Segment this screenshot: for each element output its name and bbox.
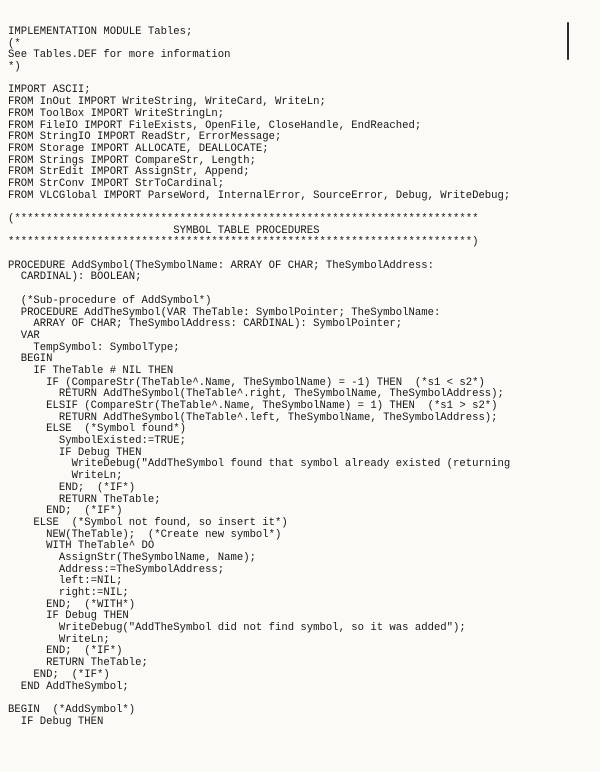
code-line: ARRAY OF CHAR; TheSymbolAddress: CARDINAL): SymbolPointer; bbox=[8, 318, 403, 331]
code-line: WriteDebug("AddTheSymbol found that symbol already existed (returning bbox=[8, 458, 511, 471]
code-line: PROCEDURE AddTheSymbol(VAR TheTable: SymbolPointer; TheSymbolName: bbox=[8, 306, 441, 319]
code-line: RETURN TheTable; bbox=[8, 493, 161, 506]
code-line: VAR bbox=[8, 329, 40, 342]
code-line: IMPORT ASCII; bbox=[8, 84, 91, 97]
code-line: AssignStr(TheSymbolName, Name); bbox=[8, 551, 256, 564]
code-line: SymbolExisted:=TRUE; bbox=[8, 435, 187, 448]
code-line: FROM ToolBox IMPORT WriteStringLn; bbox=[8, 107, 225, 120]
code-line: ELSIF (CompareStr(TheTable^.Name, TheSymbolName) = 1) THEN (*s1 > s2*) bbox=[8, 400, 498, 412]
code-line: ELSE (*Symbol found*) bbox=[8, 423, 187, 436]
code-line: IF TheTable # NIL THEN bbox=[8, 364, 174, 377]
code-line: PROCEDURE AddSymbol(TheSymbolName: ARRAY OF CHAR; TheSymbolAddress: bbox=[8, 259, 434, 272]
code-line: WriteDebug("AddTheSymbol did not find symbol, so it was added"); bbox=[8, 622, 466, 635]
code-line: WITH TheTable^ DO bbox=[8, 540, 155, 553]
code-line: Address:=TheSymbolAddress; bbox=[8, 563, 225, 576]
code-line: END; (*IF*) bbox=[8, 645, 123, 658]
code-line: RETURN AddTheSymbol(TheTable^.right, TheSymbolName, TheSymbolAddress); bbox=[8, 388, 504, 401]
page-edge-mark bbox=[567, 22, 569, 60]
code-line: CARDINAL): BOOLEAN; bbox=[8, 271, 142, 284]
code-line: FROM StrEdit IMPORT AssignStr, Append; bbox=[8, 166, 250, 179]
code-line: IF Debug THEN bbox=[8, 610, 129, 623]
code-line: END; (*IF*) bbox=[8, 668, 110, 681]
code-line: END; (*IF*) bbox=[8, 505, 123, 518]
code-line: *************************************************************************) bbox=[8, 236, 479, 249]
code-line: See Tables.DEF for more information bbox=[8, 49, 231, 62]
source-code-listing bbox=[8, 27, 510, 728]
code-line: IF Debug THEN bbox=[8, 715, 104, 728]
code-line: (*Sub-procedure of AddSymbol*) bbox=[8, 294, 212, 307]
code-line: IF (CompareStr(TheTable^.Name, TheSymbolName) = -1) THEN (*s1 < s2*) bbox=[8, 376, 485, 389]
code-line: FROM VLCGlobal IMPORT ParseWord, InternalError, SourceError, Debug, WriteDebug; bbox=[8, 189, 511, 202]
code-line: TempSymbol: SymbolType; bbox=[8, 341, 180, 354]
code-line: END; (*IF*) bbox=[8, 481, 136, 494]
code-line: right:=NIL; bbox=[8, 587, 129, 599]
code-line: (************************************************************************* bbox=[8, 213, 479, 225]
code-line: (* bbox=[8, 37, 21, 50]
code-line: IF Debug THEN bbox=[8, 446, 142, 459]
code-line: WriteLn; bbox=[8, 470, 123, 483]
code-line: FROM FileIO IMPORT FileExists, OpenFile, CloseHandle, EndReached; bbox=[8, 119, 422, 132]
code-line: FROM Strings IMPORT CompareStr, Length; bbox=[8, 154, 256, 167]
code-line: END; (*WITH*) bbox=[8, 598, 136, 611]
code-line: SYMBOL TABLE PROCEDURES bbox=[8, 224, 320, 237]
code-line: left:=NIL; bbox=[8, 575, 123, 588]
code-line: ELSE (*Symbol not found, so insert it*) bbox=[8, 516, 288, 529]
code-line: *) bbox=[8, 61, 21, 74]
code-line bbox=[8, 249, 510, 261]
code-line: FROM Storage IMPORT ALLOCATE, DEALLOCATE; bbox=[8, 142, 269, 155]
code-line: WriteLn; bbox=[8, 633, 110, 646]
code-line: BEGIN bbox=[8, 353, 53, 366]
code-line: END AddTheSymbol; bbox=[8, 680, 129, 693]
code-line: RETURN TheTable; bbox=[8, 657, 148, 670]
code-line: NEW(TheTable); (*Create new symbol*) bbox=[8, 528, 282, 541]
code-line: BEGIN (*AddSymbol*) bbox=[8, 703, 136, 716]
code-line: IMPLEMENTATION MODULE Tables; bbox=[8, 26, 193, 38]
code-line: RETURN AddTheSymbol(TheTable^.left, TheSymbolName, TheSymbolAddress); bbox=[8, 411, 498, 424]
code-line: FROM InOut IMPORT WriteString, WriteCard, WriteLn; bbox=[8, 96, 326, 109]
code-line: FROM StringIO IMPORT ReadStr, ErrorMessage; bbox=[8, 131, 282, 144]
code-line: FROM StrConv IMPORT StrToCardinal; bbox=[8, 177, 225, 190]
